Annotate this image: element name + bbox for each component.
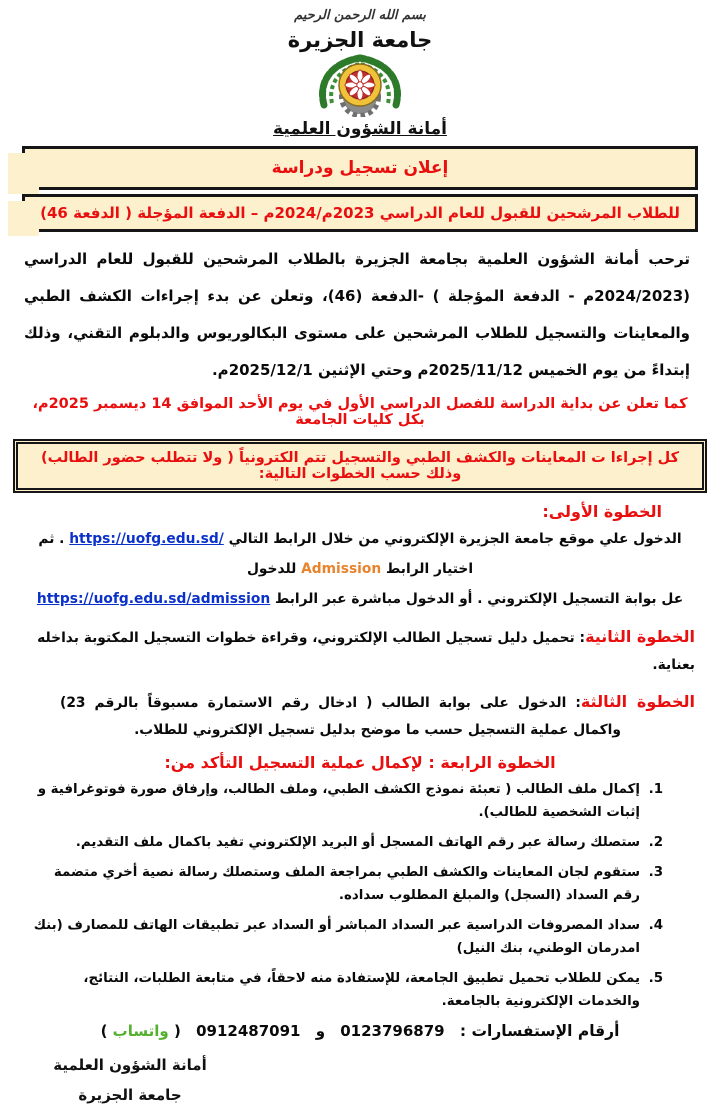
step1-body — [18, 524, 702, 614]
university-website-link[interactable]: https://uofg.edu.sd/ — [69, 531, 224, 547]
announcement-subtitle: للطلاب المرشحين للقبول للعام الدراسي 2023م/2024م – الدفعة المؤجلة ( الدفعة 46) — [40, 204, 680, 222]
registration-checklist — [28, 778, 662, 1013]
inquiry-phone-2: 0912487091 — [196, 1022, 301, 1040]
announcement-title-banner — [22, 146, 698, 190]
announcement-title: إعلان تسجيل ودراسة — [271, 158, 449, 178]
university-logo — [0, 53, 720, 117]
study-start-announcement: كما تعلن عن بداية الدراسة للفصل الدراسي الأول في يوم الأحد الموافق 14 ديسمبر 2025م، بكل كليات الجامعة — [32, 396, 688, 428]
university-emblem-icon — [308, 53, 412, 117]
checklist-item-text: ستقوم لجان المعاينات والكشف الطبي بمراجعة الملف وستصلك رسالة نصية أخري متضمة رقم السداد (السجل) والمبلغ المطلوب سداده. — [53, 865, 640, 903]
whatsapp-label: واتساب — [112, 1022, 169, 1040]
conjunction: و — [315, 1022, 326, 1040]
intro-paragraph: ترحب أمانة الشؤون العلمية بجامعة الجزيرة بالطلاب المرشحين للقبول للعام الدراسي (2024/2023م - الدفعة المؤجلة ) -الدفعة (46)، وتعلن عن بدء إجراءات الكشف الطبي والمعاينات والتسجيل للطلاب المرشحين على مستوى البكالوريوس والدبلوم التقني، وذلك إبتداءً من يوم الخميس 2025/11/12م وحتي الإثنين 2025/12/1م. — [24, 250, 691, 379]
inquiry-phone-1: 0123796879 — [340, 1022, 445, 1040]
step2-heading: الخطوة الثانية — [585, 627, 695, 646]
checklist-item-text: سداد المصروفات الدراسية عبر السداد المباشر أو السداد عبر تطبيقات الهاتف للمصارف (بنك امدرمان الوطني، بنك النيل) — [33, 918, 640, 956]
admission-link-label[interactable]: Admission — [301, 561, 382, 577]
paren-open: ( — [173, 1022, 181, 1040]
signature-department: أمانة الشؤون العلمية — [53, 1056, 207, 1074]
department-heading: أمانة الشؤون العلمية — [273, 119, 447, 139]
step3-text: : الدخول على بوابة الطالب ( ادخال رقم الاستمارة مسبوقاً بالرقم 23) واكمال عملية التسجيل حسب ما موضح بدليل تسجيل الإلكتروني للطلاب. — [60, 695, 621, 738]
checklist-item-text: إكمال ملف الطالب ( تعبئة نموذج الكشف الطبي، وملف الطالب، وإرفاق صورة فوتوغرافية و إثبات الشخصية للطالب). — [37, 782, 640, 820]
step1-text-2: . ثم اختيار الرابط — [38, 531, 474, 577]
step1-text-4: عل بوابة التسجيل الإلكتروني . أو الدخول مباشرة عبر الرابط — [270, 591, 684, 607]
decoration-strip — [8, 201, 39, 236]
step3-line — [60, 688, 695, 744]
admission-portal-link[interactable]: https://uofg.edu.sd/admission — [36, 591, 271, 607]
announcement-subtitle-banner — [22, 194, 698, 232]
electronic-procedures-notice — [13, 439, 707, 493]
checklist-item — [28, 967, 644, 1013]
checklist-item-text: ستصلك رسالة عبر رقم الهاتف المسجل أو البريد الإلكتروني تفيد باكمال ملف التقديم. — [75, 835, 640, 850]
inquiries-line — [0, 1022, 720, 1040]
university-name-heading: جامعة الجزيرة — [287, 28, 433, 52]
step2-line — [25, 623, 695, 679]
step4-heading: الخطوة الرابعة : لإكمال عملية التسجيل التأكد من: — [164, 753, 556, 772]
checklist-item — [28, 778, 644, 824]
checklist-item-text: يمكن للطلاب تحميل تطبيق الجامعة، للإستفادة منه لاحقاً، في متابعة الطلبات، النتائج، والخدمات الإلكترونية بالجامعة. — [83, 971, 640, 1009]
bismillah-calligraphy: بسم الله الرحمن الرحيم — [294, 8, 426, 23]
step1-text-3: للدخول — [246, 561, 302, 577]
signature-university: جامعة الجزيرة — [78, 1086, 182, 1104]
paren-close: ) — [100, 1022, 108, 1040]
step2-text: : تحميل دليل تسجيل الطالب الإلكتروني، وقراءة خطوات التسجيل المكتوبة بداخله بعناية. — [37, 630, 695, 673]
checklist-item — [28, 831, 644, 854]
signature-block — [40, 1056, 220, 1104]
checklist-item — [28, 861, 644, 907]
decoration-strip — [8, 153, 39, 194]
checklist-item — [28, 914, 644, 960]
step3-heading: الخطوة الثالثة — [580, 692, 695, 711]
step1-text-1: الدخول علي موقع جامعة الجزيرة الإلكتروني من خلال الرابط التالي — [223, 531, 682, 547]
electronic-procedures-text: كل إجراءا ت المعاينات والكشف الطبي والتسجيل تتم الكترونياً ( ولا تتطلب حضور الطالب) وذلك حسب الخطوات التالية: — [40, 450, 680, 482]
inquiries-label: أرقام الإستفسارات : — [459, 1022, 620, 1040]
step1-heading: الخطوة الأولى: — [542, 502, 662, 521]
